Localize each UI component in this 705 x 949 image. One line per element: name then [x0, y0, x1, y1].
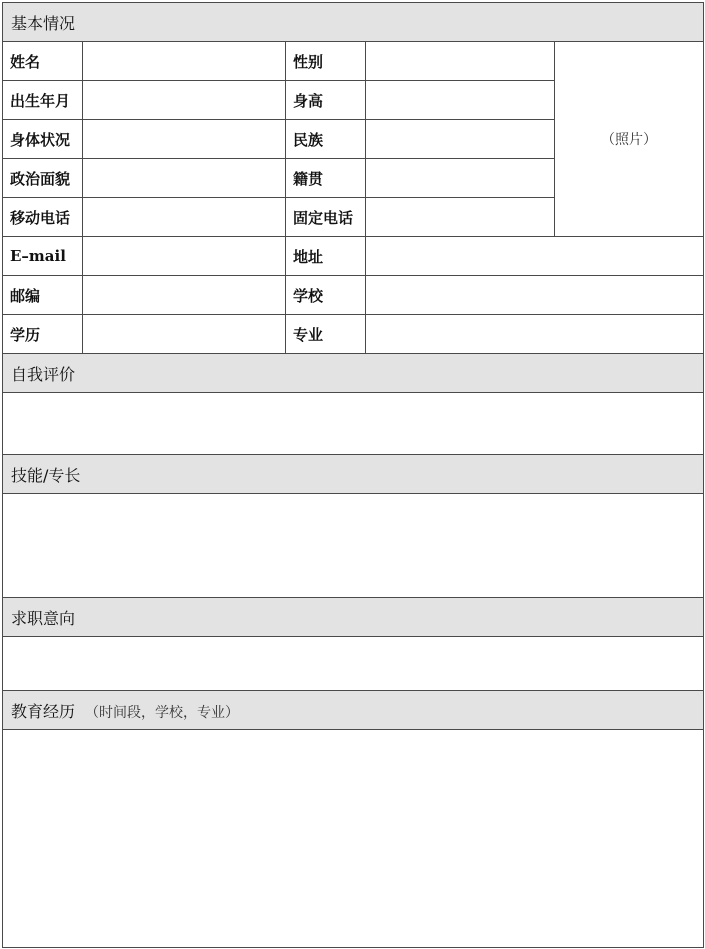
job-intent-area[interactable] — [3, 637, 704, 691]
education-area[interactable] — [3, 730, 704, 948]
label-name: 姓名 — [3, 42, 83, 81]
label-ethnicity: 民族 — [286, 120, 366, 159]
section-job-intent — [3, 598, 704, 637]
photo-label: （照片） — [601, 132, 658, 148]
section-skills — [3, 455, 704, 494]
input-height[interactable] — [366, 81, 555, 120]
section-education-title: 教育经历 — [11, 701, 76, 721]
label-mobile: 移动电话 — [3, 198, 83, 237]
self-evaluation-area[interactable] — [3, 393, 704, 455]
skills-area[interactable] — [3, 494, 704, 598]
label-major: 专业 — [286, 315, 366, 354]
section-job-intent-title: 求职意向 — [11, 608, 76, 628]
input-major[interactable] — [366, 315, 704, 354]
label-birth: 出生年月 — [3, 81, 83, 120]
resume-form — [2, 2, 703, 947]
label-degree: 学历 — [3, 315, 83, 354]
photo-placeholder[interactable] — [555, 42, 704, 237]
input-health[interactable] — [83, 120, 286, 159]
input-birth[interactable] — [83, 81, 286, 120]
label-health: 身体状况 — [3, 120, 83, 159]
section-self-evaluation — [3, 354, 704, 393]
label-email: E–mail — [3, 237, 83, 276]
label-native-place: 籍贯 — [286, 159, 366, 198]
label-height: 身高 — [286, 81, 366, 120]
section-self-evaluation-title: 自我评价 — [11, 364, 76, 384]
label-school: 学校 — [286, 276, 366, 315]
input-landline[interactable] — [366, 198, 555, 237]
input-address[interactable] — [366, 237, 704, 276]
input-ethnicity[interactable] — [366, 120, 555, 159]
input-native-place[interactable] — [366, 159, 555, 198]
label-political: 政治面貌 — [3, 159, 83, 198]
label-landline: 固定电话 — [286, 198, 366, 237]
input-email[interactable] — [83, 237, 286, 276]
section-education-hint: （时间段，学校，专业） — [85, 704, 240, 721]
section-skills-title: 技能/专长 — [11, 465, 81, 485]
label-address: 地址 — [286, 237, 366, 276]
input-degree[interactable] — [83, 315, 286, 354]
section-basic-info-title: 基本情况 — [11, 13, 76, 33]
input-name[interactable] — [83, 42, 286, 81]
input-political[interactable] — [83, 159, 286, 198]
input-school[interactable] — [366, 276, 704, 315]
input-gender[interactable] — [366, 42, 555, 81]
section-education — [3, 691, 704, 730]
input-postcode[interactable] — [83, 276, 286, 315]
input-mobile[interactable] — [83, 198, 286, 237]
resume-table — [2, 2, 704, 948]
label-gender: 性别 — [286, 42, 366, 81]
section-basic-info — [3, 3, 704, 42]
label-postcode: 邮编 — [3, 276, 83, 315]
